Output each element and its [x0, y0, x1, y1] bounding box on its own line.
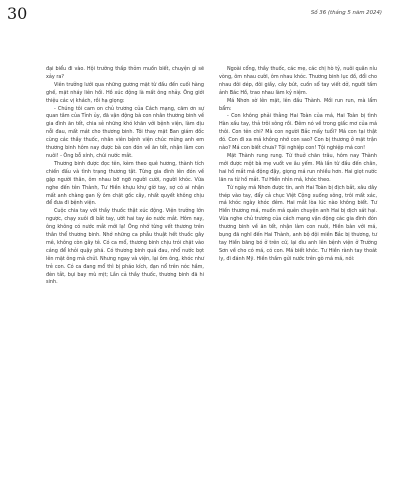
paragraph: Mặt Thành rung rung. Từ thuở chăn trâu, hôm nay Thành mới được một bà mẹ vuốt ve âu yếm. Mà lần từ đầu đến chân, hai hố mắt má động đậy, giọng má run nhiều hơn. Hai giọt nước lăn ra từ hố mắt. Tư Hiền nhìn má, khóc theo. [219, 152, 377, 183]
paragraph: Viên trưởng lưới qua những gương mặt từ đầu đến cuối hàng ghế, mặt nháy liên hồi. Hồ xúc động là mất ông nhảy. Ông giới thiệu các vị khách, rồi hạ giọng: [46, 81, 204, 104]
issue-line: Số 36 (tháng 5 năm 2024) [310, 10, 382, 16]
paragraph: Cuộc chia tay với thầy thuốc thật xúc động. Viện trưởng lớn ngược, chạy xuôi đi bắt tay, ướt hai tay áo nước mắt. Hôm nay, ông không có nước mắt mới lạ! Ông nhớ từng vết thương trên thân thể thương binh. Nhớ những ca phẫu thuật hết thuốc gây mê, không còn gây tê. Có ca mổ, thương binh chịu trói chặt vào cáng để khỏi quậy phá. Có thương binh quá đau, nhổ nước bọt lên mặt ông mà chửi. Nhưng ngay và viện, lại ôm ông, khóc như trẻ con. Có ca đang mổ thì bị pháo kích, đạn nổ trên nóc hầm, đèn tắt, bụi bay mù mịt; Lần cả thầy thuốc, thương binh đã hi sinh. [46, 208, 204, 286]
paragraph: Thương binh được đọc tên, kèm theo quê hương, thành tích chiến đấu và tình trạng thương tật. Từng gia đình lên đón về gặp người thân, ôm nhau bỡ ngỡ người cười, người khóc. Vừa nghe đến tên Thành, Tư Hiền khựu khự giờ tay, sợ có ai nhận mất anh chàng gan lỳ ôm chặt gốc cây, nhất quyết không chịu để đưa đi bệnh viện. [46, 160, 204, 207]
paragraph: Ngoài cổng, thầy thuốc, các mẹ, các chị hò tỷ, nuôi quân níu vòng, ôm nhau cười, ôm nhau khóc. Thương binh lục đồ, đổi cho nhau đôi dép, đôi giầy, cây bút, cuốn sổ tay viết dở, người tấm ảnh Bác Hồ, trao nhau làm kỷ niệm. [219, 66, 377, 96]
article-column-left [46, 66, 204, 287]
article-column-right [219, 66, 377, 264]
paragraph: Từ ngày má Nhơn được tin, anh Hai Toàn bị địch bắt, xâu dây thép vào tay, đẩy cả chục Việt Cộng xuống sông, trôi mất xác, má khóc ngày khóc đêm. Hai mắt lòa lúc nào không biết. Tư Hiền thương má, muốn má quên chuyện anh Hai bị dịch sát hại. Vừa nghe chủ trương của cách mạng vận động các gia đình đón thương binh về ăn tết, nhận làm con nuôi, Hiền bàn với má, bụng đã nghĩ đến Hai Thành, anh bộ đội miền Bắc bị thương, tư tay Hiền băng bó ở trên cứ, lại dìu anh lên bệnh viện ở Trường Sơn về cho có má, có con. Má biết khóc. Tư Hiền rành tay thoát ly, đi đánh Mỹ. Hiền thầm gửi nước trên gò má má, nói: [219, 184, 377, 262]
paragraph: - Con không phải thằng Hai Toàn của má, Hai Toàn bị tình Hàn xấu tay, thả trôi sông rồi. Đêm nó về trong giấc mơ của má thôi. Con tên chi? Mà con người Bắc mấy tuổi? Má con tại thật đó. Con đi xa má không nhớ con sao? Con bị thương ở mặt trận nào? Má con biết chưa? Tội nghiệp con! Tội nghiệp má con! [219, 113, 377, 152]
page-number: 30 [7, 4, 28, 23]
paragraph: Má Nhơn sờ lên mặt, lên đầu Thành. Mồi run run, mà lẩm bẩm: [219, 97, 377, 112]
paragraph: - Chúng tôi cam on chủ trương của Cách mạng, căm ơn sự quan tâm của Tỉnh ủy, đã vận động bà con nhân thương binh về gia đình ăn tết, chia sẻ những khó khăn với bệnh viện, làm dịu nỗi đau, mất mát cho thương binh. Tôi thay mặt Ban giám đốc cùng các thầy thuốc, nhân viên bệnh viện chúc mừng anh em thương binh hôm nay được bà con đón về ăn tết, nhận làm con nuôi! - Ông bỗ xính, chúi nước mắt. [46, 105, 204, 159]
paragraph: đại biểu đi vào. Hội trường thấp thỏm muốn biết, chuyện gì sẽ xảy ra? [46, 66, 204, 80]
